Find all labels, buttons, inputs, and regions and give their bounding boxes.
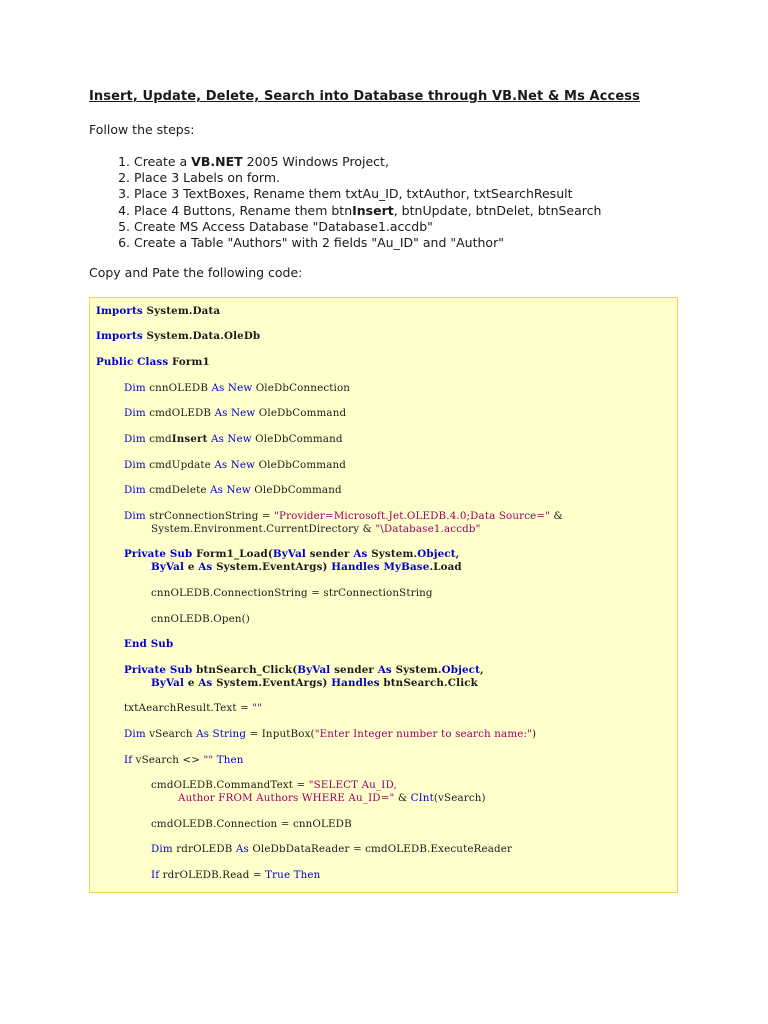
code-line: cmdOLEDB.Connection = cnnOLEDB [151,818,352,830]
code-line: ByVal e As System.EventArgs) Handles MyBase.Load [151,561,462,573]
code-block [89,297,678,893]
copy-instruction: Copy and Pate the following code: [89,265,303,280]
code-line: System.Environment.CurrentDirectory & "\Database1.accdb" [151,523,481,535]
code-line: Dim cnnOLEDB As New OleDbConnection [124,382,351,394]
step-item: 5. Create MS Access Database "Database1.accdb" [134,219,601,235]
code-line: Author FROM Authors WHERE Au_ID=" & CInt(vSearch) [178,792,486,804]
steps-list [89,154,601,251]
page-title: Insert, Update, Delete, Search into Database through VB.Net & Ms Access [89,89,640,104]
code-line: Dim vSearch As String = InputBox("Enter Integer number to search name:") [124,728,537,740]
code-line: ByVal e As System.EventArgs) Handles btnSearch.Click [151,677,478,689]
code-line: Imports System.Data.OleDb [96,330,261,342]
code-line: Private Sub Form1_Load(ByVal sender As System.Object, [124,548,460,560]
code-line: If rdrOLEDB.Read = True Then [151,869,321,881]
code-line: txtAearchResult.Text = "" [124,702,263,714]
step-item: 1. Create a VB.NET 2005 Windows Project, [134,154,601,170]
code-line: If vSearch <> "" Then [124,754,244,766]
step-item: 4. Place 4 Buttons, Rename them btnInsert, btnUpdate, btnDelet, btnSearch [134,203,601,219]
step-item: 6. Create a Table "Authors" with 2 fields "Au_ID" and "Author" [134,235,601,251]
step-item: 2. Place 3 Labels on form. [134,170,601,186]
code-line: Dim cmdUpdate As New OleDbCommand [124,459,347,471]
step-item: 3. Place 3 TextBoxes, Rename them txtAu_ID, txtAuthor, txtSearchResult [134,186,601,202]
code-line: cnnOLEDB.ConnectionString = strConnectionString [151,587,433,599]
code-line: Private Sub btnSearch_Click(ByVal sender As System.Object, [124,664,484,676]
code-line: Dim cmdInsert As New OleDbCommand [124,433,343,445]
intro-text: Follow the steps: [89,122,195,137]
code-line: Public Class Form1 [96,356,210,368]
code-line: Dim cmdDelete As New OleDbCommand [124,484,342,496]
code-line: Dim cmdOLEDB As New OleDbCommand [124,407,347,419]
code-line: cmdOLEDB.CommandText = "SELECT Au_ID, [151,779,397,791]
code-line: Imports System.Data [96,305,221,317]
code-line: End Sub [124,638,174,650]
code-line: Dim strConnectionString = "Provider=Microsoft.Jet.OLEDB.4.0;Data Source=" & [124,510,563,522]
code-line: cnnOLEDB.Open() [151,613,250,625]
code-line: Dim rdrOLEDB As OleDbDataReader = cmdOLEDB.ExecuteReader [151,843,513,855]
